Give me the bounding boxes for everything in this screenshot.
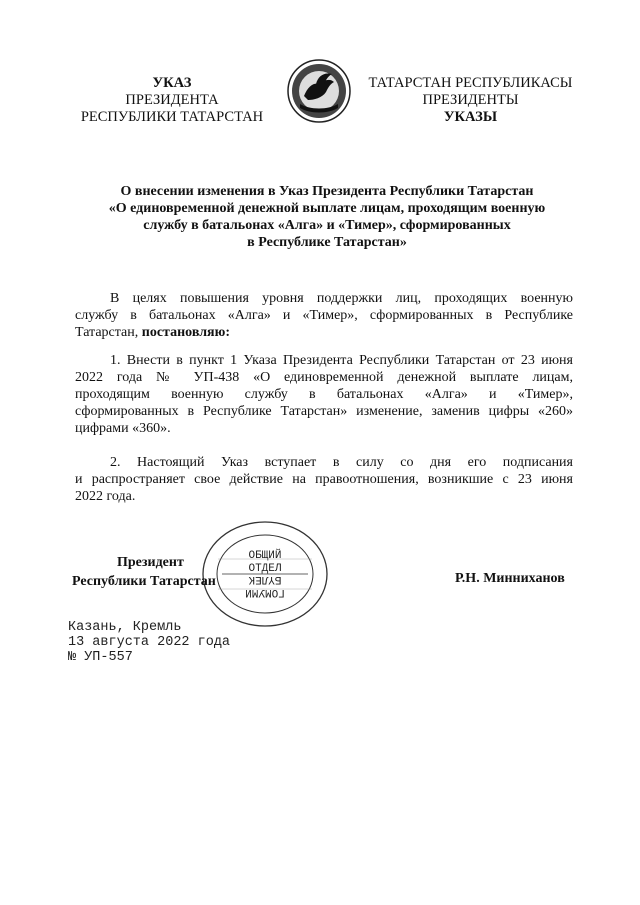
title-line: в Республике Татарстан» [247, 235, 407, 250]
footer-number: № УП-557 [68, 650, 133, 665]
paragraph-line: и распространяет свое действие на правоотношения, возникшие с 23 июня [75, 472, 573, 487]
stamp-text-3: БҮЛЕК [248, 573, 282, 585]
header-right-title: УКАЗЫ [443, 109, 498, 125]
stamp-text-4: ГОМУМИ [245, 586, 285, 598]
title-line: службу в батальонах «Алга» и «Тимер», сформированных [143, 218, 511, 233]
paragraph-line: цифрами «360». [75, 421, 171, 436]
clause-2-paragraph [75, 454, 573, 505]
document-title [62, 183, 592, 251]
coat-of-arms-emblem [286, 58, 352, 124]
paragraph-line [75, 324, 573, 341]
paragraph-line: проходящим военную службу в батальонах «Алга» и «Тимер», [75, 387, 573, 402]
paragraph-line: В целях повышения уровня поддержки лиц, проходящих военную [110, 291, 573, 306]
header-left-title: УКАЗ [152, 75, 192, 91]
preamble-paragraph [75, 290, 573, 341]
paragraph-text: Татарстан, [75, 325, 142, 340]
header-right-line2: ПРЕЗИДЕНТЫ [422, 92, 519, 108]
signature-line: Президент [117, 555, 184, 570]
header-left [72, 75, 272, 126]
clause-1-paragraph [75, 352, 573, 437]
signature-line: Республики Татарстан [72, 574, 216, 589]
document-footer [68, 620, 230, 665]
paragraph-line: 1. Внести в пункт 1 Указа Президента Республики Татарстан от 23 июня [110, 353, 573, 368]
header-left-line2: ПРЕЗИДЕНТА [125, 92, 219, 108]
paragraph-line: 2. Настоящий Указ вступает в силу со дня его подписания [110, 455, 573, 470]
header-right [363, 75, 578, 126]
header-right-line1: ТАТАРСТАН РЕСПУБЛИКАСЫ [368, 75, 573, 91]
title-line: О внесении изменения в Указ Президента Республики Татарстан [120, 184, 534, 199]
stamp-text-2: ОТДЕЛ [248, 563, 282, 575]
stamp-text-1: ОБЩИЙ [248, 550, 282, 562]
title-line: «О единовременной денежной выплате лицам, проходящим военную [108, 201, 546, 216]
paragraph-line: 2022 года № УП-438 «О единовременной денежной выплате лицам, [75, 370, 573, 385]
header-left-line3: РЕСПУБЛИКИ ТАТАРСТАН [80, 109, 264, 125]
resolve-keyword: постановляю: [141, 325, 230, 340]
paragraph-line: сформированных в Республике Татарстан» изменение, заменив цифры «260» [75, 404, 573, 419]
signatory-name: Р.Н. Минниханов [455, 571, 565, 586]
footer-place: Казань, Кремль [68, 620, 182, 635]
paragraph-line: 2022 года. [75, 489, 136, 504]
footer-date: 13 августа 2022 года [68, 635, 231, 650]
paragraph-line: службу в батальонах «Алга» и «Тимер», сформированных в Республике [75, 308, 573, 323]
signature-title [72, 553, 242, 591]
